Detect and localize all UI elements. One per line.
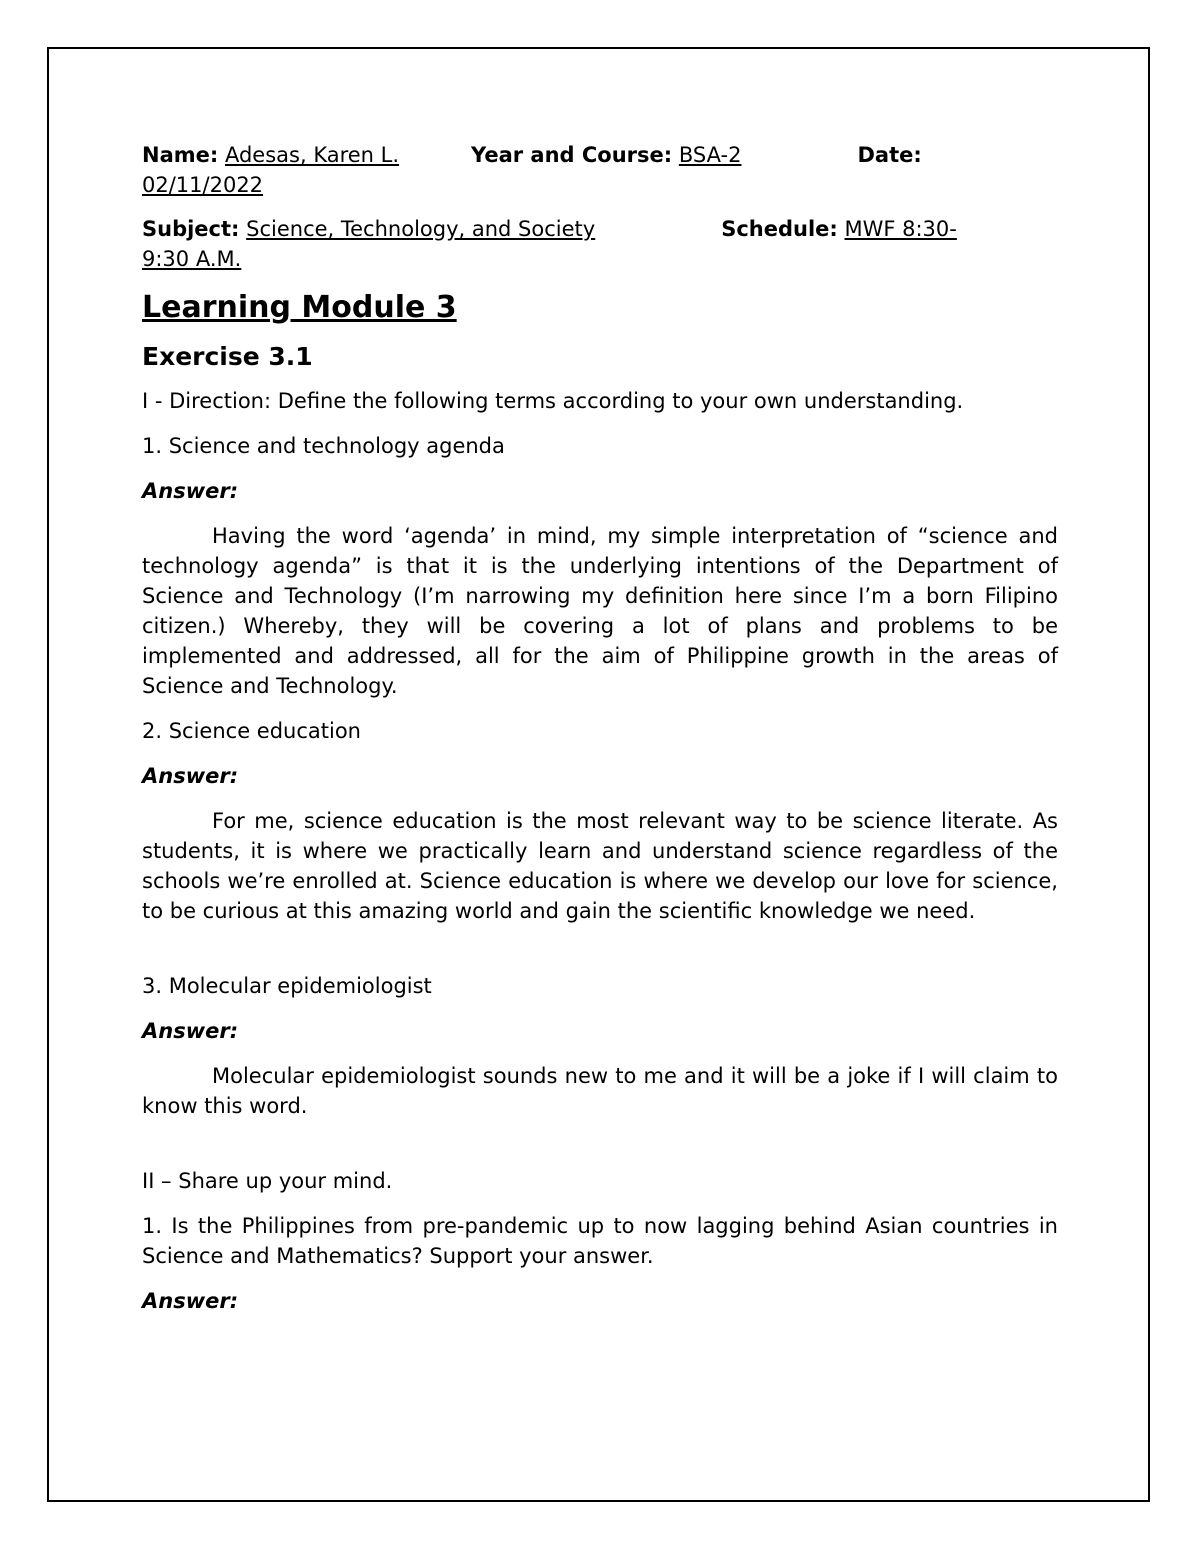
header-row-4 (142, 244, 1058, 274)
answer-2: For me, science education is the most relevant way to be science literate. As students, it is where we practically learn and understand science regardless of the schools we’re enrolled at. Science education is where we develop our love for science, to be curious at this amazing world and gain the scientific knowledge we need. (142, 809, 1058, 923)
section-2-answer-label: Answer: (142, 1289, 239, 1313)
schedule-value-1: MWF 8:30- (844, 217, 957, 241)
subject-label: Subject: (142, 217, 240, 241)
spacer (142, 1136, 1058, 1166)
answer-label-1: Answer: (142, 479, 239, 503)
answer-label-3: Answer: (142, 1019, 239, 1043)
year-course-label: Year and Course: (471, 143, 673, 167)
name-value: Adesas, Karen L. (224, 143, 400, 167)
section-2-question: 1. Is the Philippines from pre-pandemic up to now lagging behind Asian countries in Science and Mathematics? Support your answer. (142, 1214, 1058, 1268)
answer-3: Molecular epidemiologist sounds new to me and it will be a joke if I will claim to know this word. (142, 1064, 1058, 1118)
direction-text: I - Direction: Define the following terms according to your own understanding. (142, 389, 964, 413)
question-1: 1. Science and technology agenda (142, 434, 505, 458)
date-value: 02/11/2022 (142, 173, 264, 197)
page-title: Learning Module 3 (142, 290, 457, 325)
header-row-2 (142, 170, 1058, 200)
schedule-value-2: 9:30 A.M. (142, 247, 242, 271)
header-info (142, 140, 1058, 274)
date-label: Date: (857, 143, 922, 167)
subject-value: Science, Technology, and Society (246, 217, 596, 241)
document-body (142, 140, 1058, 1331)
answer-1: Having the word ‘agenda’ in mind, my simple interpretation of “science and technology agenda” is that it is the underlying intentions of the Department of Science and Technology (I’m narrowing my definition here since I’m a born Filipino citizen.) Whereby, they will be covering a lot of plans and problems to be implemented and addressed, all for the aim of Philippine growth in the areas of Science and Technology. (142, 524, 1058, 698)
schedule-label: Schedule: (721, 217, 838, 241)
exercise-heading: Exercise 3.1 (142, 342, 313, 371)
name-label: Name: (142, 143, 219, 167)
section-2-heading: II – Share up your mind. (142, 1169, 393, 1193)
question-2: 2. Science education (142, 719, 361, 743)
spacer (142, 941, 1058, 971)
header-row-3 (142, 214, 1058, 244)
year-course-value: BSA-2 (678, 143, 742, 167)
question-3: 3. Molecular epidemiologist (142, 974, 432, 998)
header-row-1 (142, 140, 1058, 170)
answer-label-2: Answer: (142, 764, 239, 788)
